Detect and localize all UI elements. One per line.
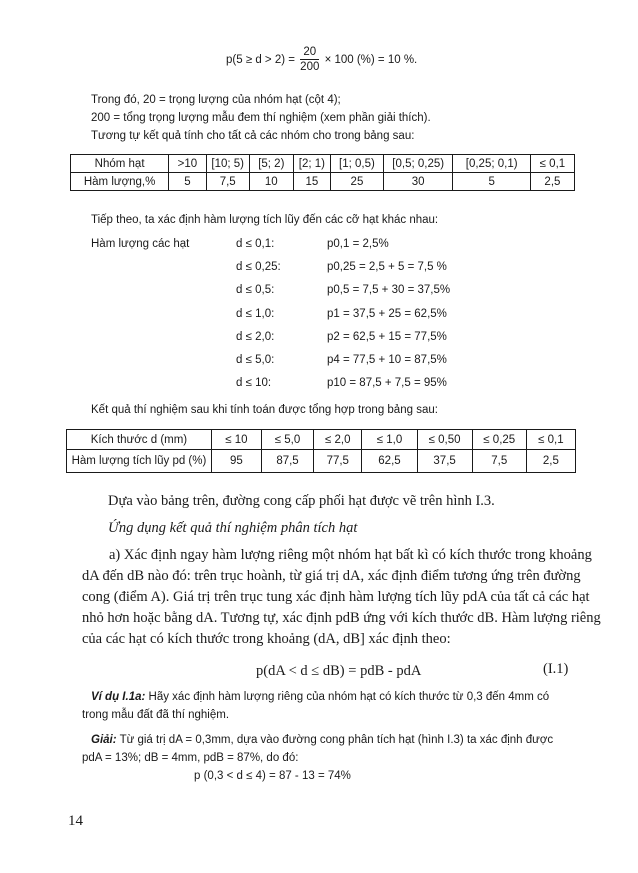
table-header-cell: [5; 2)	[249, 155, 293, 173]
intro-line-1: Trong đó, 20 = trọng lượng của nhóm hạt (cột 4);	[91, 94, 341, 106]
cumulative-intro: Tiếp theo, ta xác định hàm lượng tích lũy đến các cỡ hạt khác nhau:	[91, 214, 439, 226]
cumulative-row	[0, 331, 638, 353]
solution-result: p (0,3 < d ≤ 4) = 87 - 13 = 74%	[194, 770, 351, 782]
formula-top-denominator: 200	[300, 61, 320, 74]
paragraph-a-line: nhỏ hơn hoặc bằng dA. Tương tự, xác định pdB ứng với kích thước dB. Hàm lượng riêng	[82, 610, 601, 626]
cumulative-row	[0, 354, 638, 376]
table-cell: 5	[453, 173, 530, 191]
cumulative-row	[0, 238, 638, 260]
table-header-cell: [0,5; 0,25)	[383, 155, 453, 173]
cumulative-result: p1 = 37,5 + 25 = 62,5%	[327, 308, 447, 320]
cumulative-result: p0,5 = 7,5 + 30 = 37,5%	[327, 284, 451, 296]
example-label: Ví dụ I.1a:	[91, 691, 146, 703]
table-row	[67, 450, 576, 473]
formula-i1: p(dA < d ≤ dB) = pdB - pdA	[256, 663, 422, 679]
cumulative-result: p10 = 87,5 + 7,5 = 95%	[327, 377, 447, 389]
table-header-cell: [1; 0,5)	[331, 155, 384, 173]
formula-top	[226, 40, 417, 80]
table-cell: 7,5	[206, 173, 249, 191]
formula-top-lhs: p(5 ≥ d > 2) =	[226, 54, 295, 66]
paragraph-a-line: dA đến dB nào đó: trên trục hoành, từ giá trị dA, xác định điểm tương ứng trên đường	[82, 568, 581, 584]
table2-intro: Kết quả thí nghiệm sau khi tính toán được tổng hợp trong bảng sau:	[91, 404, 438, 416]
table-cell: Hàm lượng tích lũy pd (%)	[67, 450, 212, 473]
table-header-cell: Nhóm hạt	[71, 155, 169, 173]
page-number: 14	[68, 813, 83, 829]
intro-line-2: 200 = tổng trọng lượng mẫu đem thí nghiệm (xem phần giải thích).	[91, 112, 431, 124]
table-cell: 62,5	[362, 450, 417, 473]
cumulative-condition: d ≤ 1,0:	[236, 308, 275, 320]
table-cell: 87,5	[261, 450, 313, 473]
table-header-cell: ≤ 1,0	[362, 430, 417, 450]
table-cell: 7,5	[472, 450, 526, 473]
solution-text: Từ giá trị dA = 0,3mm, dựa vào đường cong phân tích hạt (hình I.3) ta xác định được	[119, 734, 554, 746]
table-header-cell: [2; 1)	[293, 155, 330, 173]
table-cell: 37,5	[417, 450, 472, 473]
table-row	[71, 155, 575, 173]
cumulative-condition: d ≤ 10:	[236, 377, 272, 389]
cumulative-row	[0, 261, 638, 283]
cumulative-row	[0, 308, 638, 330]
paragraph-a-line: của các hạt có kích thước trong khoảng (dA, dB] xác định theo:	[82, 631, 451, 647]
formula-number: (I.1)	[543, 661, 569, 677]
cumulative-result: p2 = 62,5 + 15 = 77,5%	[327, 331, 447, 343]
paragraph-a-line: cong (điểm A). Giá trị trên trục tung xác định hàm lượng tích lũy pdA của tất cả các hạt	[82, 589, 590, 605]
cumulative-content-table	[66, 429, 576, 473]
table-header-cell: ≤ 0,1	[530, 155, 574, 173]
formula-top-numerator: 20	[300, 45, 319, 60]
cumulative-result: p0,25 = 2,5 + 5 = 7,5 %	[327, 261, 447, 273]
table-cell: 5	[169, 173, 206, 191]
formula-top-rhs: × 100 (%) = 10 %.	[324, 54, 418, 66]
cumulative-row	[0, 377, 638, 399]
table-header-cell: ≤ 10	[211, 430, 261, 450]
table-header-cell: Kích thước d (mm)	[67, 430, 212, 450]
table-header-cell: ≤ 2,0	[314, 430, 362, 450]
example-line-1	[91, 691, 549, 703]
table-cell: 25	[331, 173, 384, 191]
table-cell: 30	[383, 173, 453, 191]
table-cell: 10	[249, 173, 293, 191]
cumulative-result: p0,1 = 2,5%	[327, 238, 389, 250]
table-header-cell: >10	[169, 155, 206, 173]
cumulative-condition: d ≤ 0,25:	[236, 261, 281, 273]
paragraph-a-line: a) Xác định ngay hàm lượng riêng một nhóm hạt bất kì có kích thước trong khoảng	[109, 547, 592, 563]
cumulative-condition: d ≤ 0,5:	[236, 284, 275, 296]
table-header-cell: [0,25; 0,1)	[453, 155, 530, 173]
solution-line-2: pdA = 13%; dB = 4mm, pdB = 87%, do đó:	[82, 752, 299, 764]
paragraph-a	[82, 545, 601, 650]
table-header-cell: ≤ 5,0	[261, 430, 313, 450]
body-paragraph-1: Dựa vào bảng trên, đường cong cấp phối hạt được vẽ trên hình I.3.	[108, 493, 495, 509]
cumulative-row	[0, 284, 638, 306]
cumulative-condition: d ≤ 5,0:	[236, 354, 275, 366]
intro-line-3: Tương tự kết quả tính cho tất cả các nhóm cho trong bảng sau:	[91, 130, 415, 142]
table-cell: Hàm lượng,%	[71, 173, 169, 191]
table-header-cell: ≤ 0,25	[472, 430, 526, 450]
table-header-cell: ≤ 0,50	[417, 430, 472, 450]
table-cell: 2,5	[526, 450, 575, 473]
group-content-table	[70, 154, 575, 191]
table-cell: 95	[211, 450, 261, 473]
cumulative-condition: d ≤ 0,1:	[236, 238, 275, 250]
table-header-cell: ≤ 0,1	[526, 430, 575, 450]
example-line-2: trong mẫu đất đã thí nghiệm.	[82, 709, 230, 721]
cumulative-condition: d ≤ 2,0:	[236, 331, 275, 343]
cumulative-result: p4 = 77,5 + 10 = 87,5%	[327, 354, 447, 366]
solution-line-1	[91, 734, 553, 746]
solution-label: Giải:	[91, 734, 117, 746]
cumulative-label: Hàm lượng các hạt	[91, 238, 190, 250]
table-row	[67, 430, 576, 450]
example-text: Hãy xác định hàm lượng riêng của nhóm hạt có kích thước từ 0,3 đến 4mm có	[148, 691, 550, 703]
table-cell: 2,5	[530, 173, 574, 191]
table-row	[71, 173, 575, 191]
table-cell: 15	[293, 173, 330, 191]
section-heading: Ứng dụng kết quả thí nghiệm phân tích hạt	[108, 520, 358, 536]
table-header-cell: [10; 5)	[206, 155, 249, 173]
formula-top-fraction	[300, 45, 319, 74]
table-cell: 77,5	[314, 450, 362, 473]
